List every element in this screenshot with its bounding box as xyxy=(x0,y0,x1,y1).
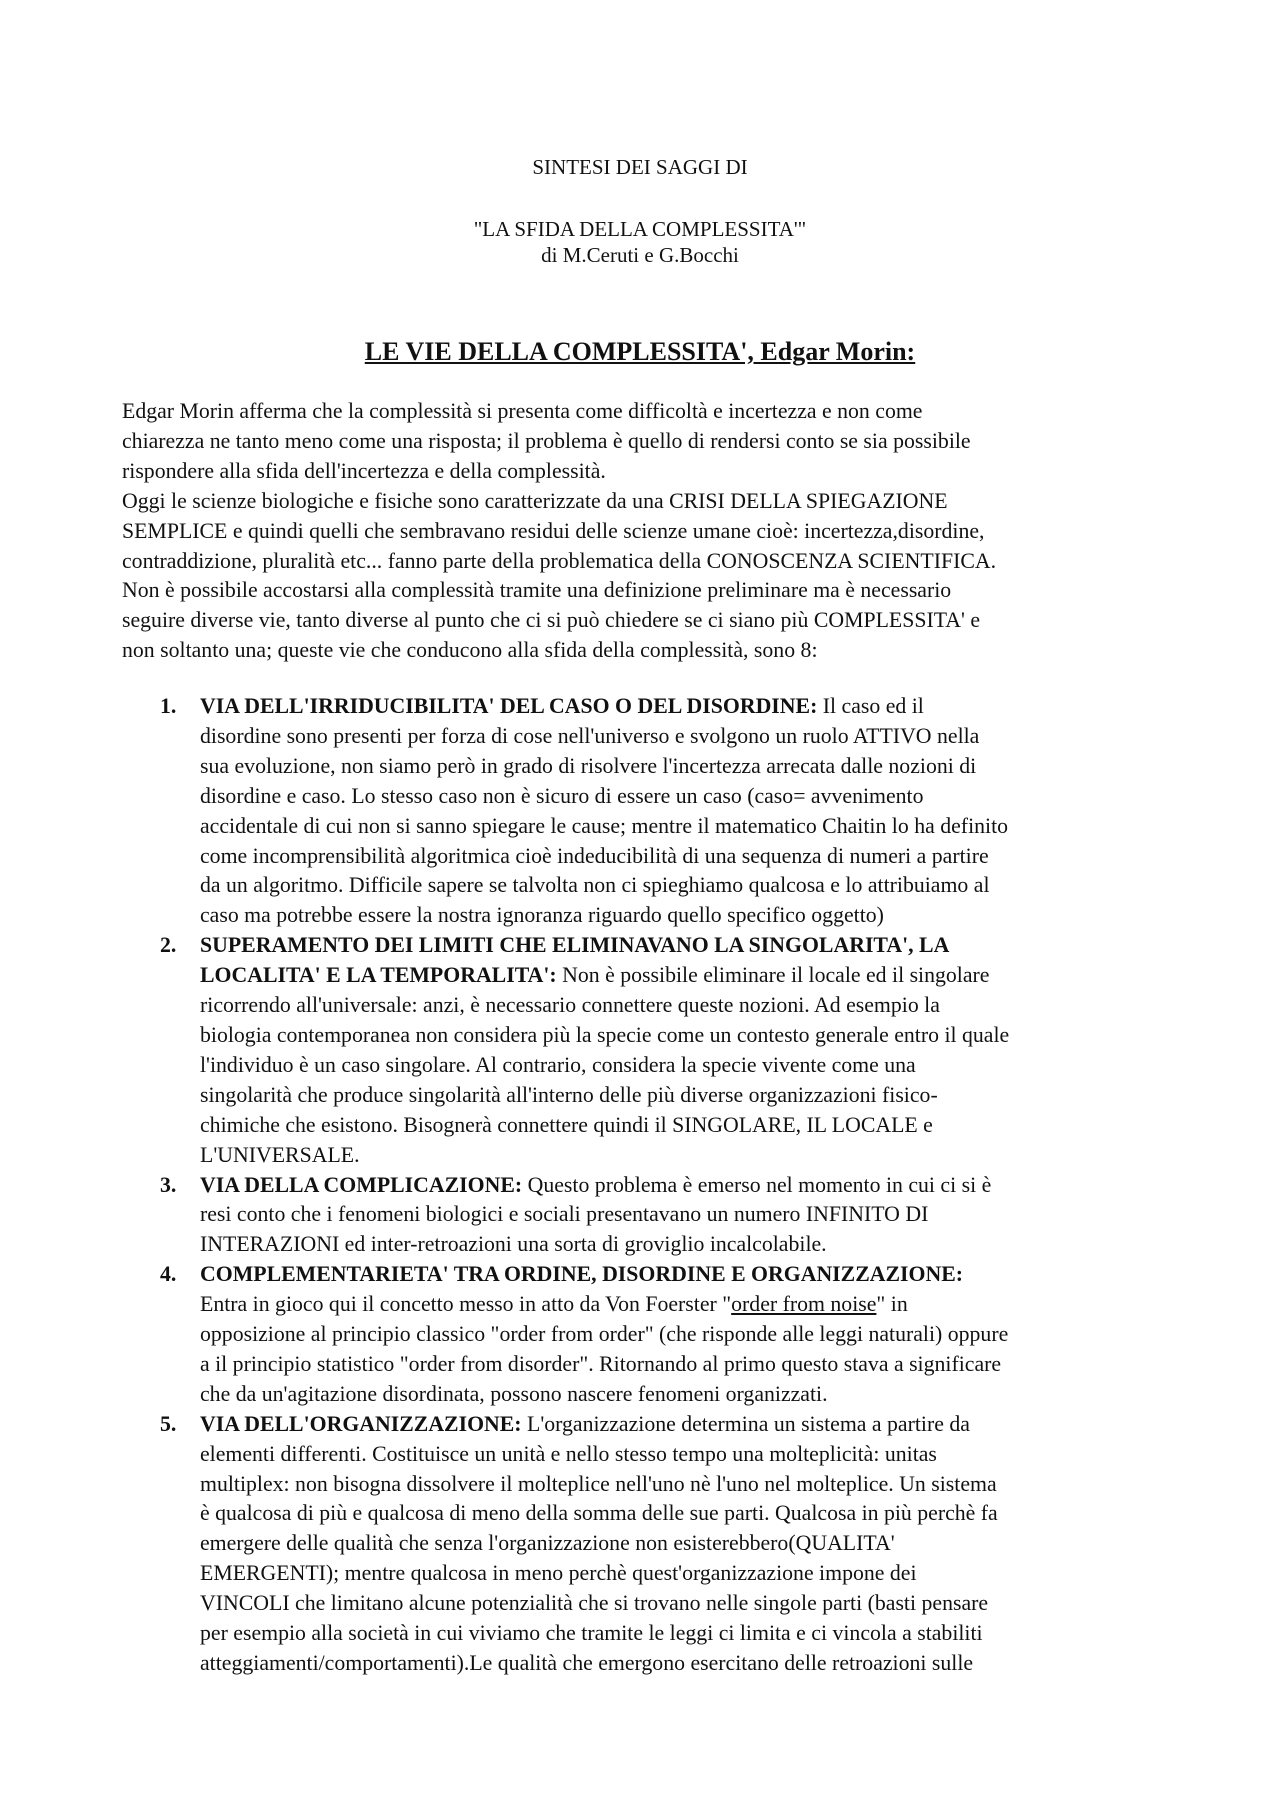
ways-list xyxy=(0,692,1280,1679)
section-heading: LE VIE DELLA COMPLESSITA', Edgar Morin: xyxy=(364,337,916,366)
list-item-line: caso ma potrebbe essere la nostra ignoranza riguardo quello specifico oggetto) xyxy=(200,903,884,928)
list-item-3 xyxy=(0,1171,1280,1261)
intro-line: chiarezza ne tanto meno come una risposta; il problema è quello di rendersi conto se sia possibile xyxy=(122,428,971,453)
list-number: 1. xyxy=(160,694,177,718)
list-item-line: ricorrendo all'universale: anzi, è necessario connettere queste nozioni. Ad esempio la xyxy=(200,993,940,1018)
list-item-line: INTERAZIONI ed inter-retroazioni una sorta di groviglio incalcolabile. xyxy=(200,1232,827,1257)
list-item-text: Non è possibile eliminare il locale ed il singolare xyxy=(556,963,990,988)
list-item-line: elementi differenti. Costituisce un unità e nello stesso tempo una molteplicità: unitas xyxy=(200,1441,937,1466)
doc-authors: di M.Ceruti e G.Bocchi xyxy=(541,243,739,267)
list-item-2 xyxy=(0,931,1280,1170)
list-item-line: l'individuo è un caso singolare. Al contrario, considera la specie vivente come una xyxy=(200,1052,916,1077)
intro-line: Non è possibile accostarsi alla complessità tramite una definizione preliminare ma è necessario xyxy=(122,578,952,603)
doc-title-line-1: SINTESI DEI SAGGI DI xyxy=(532,155,748,179)
intro-line: Oggi le scienze biologiche e fisiche sono caratterizzate da una CRISI DELLA SPIEGAZIONE xyxy=(122,488,948,513)
list-item-text: " in xyxy=(876,1292,908,1317)
list-number: 2. xyxy=(160,933,177,958)
intro-line: SEMPLICE e quindi quelli che sembravano residui delle scienze umane cioè: incertezza,disordine, xyxy=(122,518,985,543)
list-item-5 xyxy=(0,1410,1280,1679)
list-number: 3. xyxy=(160,1172,177,1197)
list-item-line: da un algoritmo. Difficile sapere se talvolta non ci spieghiamo qualcosa e lo attribuiamo al xyxy=(200,873,990,898)
list-item-line: EMERGENTI); mentre qualcosa in meno perchè quest'organizzazione impone dei xyxy=(200,1561,917,1586)
list-item-line: biologia contemporanea non considera più la specie come un contesto generale entro il quale xyxy=(200,1022,1010,1047)
list-item-line: multiplex: non bisogna dissolvere il molteplice nell'uno nè l'uno nel molteplice. Un sistema xyxy=(200,1471,997,1496)
list-item-1 xyxy=(0,692,1280,931)
list-item-text: Questo problema è emerso nel momento in cui ci si è xyxy=(522,1172,992,1197)
list-item-line: a il principio statistico "order from disorder". Ritornando al primo questo stava a significare xyxy=(200,1351,1002,1376)
list-item-line: opposizione al principio classico "order from order" (che risponde alle leggi naturali) oppure xyxy=(200,1322,1009,1347)
list-item-line: atteggiamenti/comportamenti).Le qualità che emergono esercitano delle retroazioni sulle xyxy=(200,1651,974,1675)
list-item-first-line xyxy=(200,1171,1280,1201)
list-item-line: L'UNIVERSALE. xyxy=(200,1142,360,1167)
list-item-line: sua evoluzione, non siamo però in grado di risolvere l'incertezza arrecata dalle nozioni di xyxy=(200,753,977,778)
list-item-title: VIA DELLA COMPLICAZIONE: xyxy=(200,1172,523,1197)
list-item-title: COMPLEMENTARIETA' TRA ORDINE, DISORDINE E ORGANIZZAZIONE: xyxy=(200,1262,963,1287)
doc-title-line-2: "LA SFIDA DELLA COMPLESSITA'" xyxy=(473,217,807,241)
intro-line: rispondere alla sfida dell'incertezza e della complessità. xyxy=(122,458,606,483)
order-from-noise-link[interactable]: order from noise xyxy=(731,1292,877,1317)
list-item-line: per esempio alla società in cui viviamo che tramite le leggi ci limita e ci vincola a stabiliti xyxy=(200,1621,983,1646)
intro-line: Edgar Morin afferma che la complessità si presenta come difficoltà e incertezza e non come xyxy=(122,399,923,423)
list-item-title: LOCALITA' E LA TEMPORALITA': xyxy=(200,963,557,988)
intro-line: seguire diverse vie, tanto diverse al punto che ci si può chiedere se ci siano più COMPLESSITA' e xyxy=(122,608,981,633)
list-item-line: è qualcosa di più e qualcosa di meno della somma delle sue parti. Qualcosa in più perchè fa xyxy=(200,1501,998,1526)
list-item-text: Il caso ed il xyxy=(817,694,924,718)
list-item-line: accidentale di cui non si sanno spiegare le cause; mentre il matematico Chaitin lo ha definito xyxy=(200,813,1009,838)
list-item-line: emergere delle qualità che senza l'organizzazione non esisterebbero(QUALITA' xyxy=(200,1531,895,1556)
list-item-first-line xyxy=(200,1410,1280,1440)
list-item-first-line xyxy=(200,692,1280,722)
list-item-line: come incomprensibilità algoritmica cioè indeducibilità di una sequenza di numeri a partire xyxy=(200,843,989,868)
list-item-line: chimiche che esistono. Bisognerà connettere quindi il SINGOLARE, IL LOCALE e xyxy=(200,1112,933,1137)
list-item-line: singolarità che produce singolarità all'interno delle più diverse organizzazioni fisico- xyxy=(200,1082,938,1107)
list-number: 5. xyxy=(160,1411,177,1436)
intro-line: non soltanto una; queste vie che conducono alla sfida della complessità, sono 8: xyxy=(122,638,818,663)
list-item-text: Entra in gioco qui il concetto messo in atto da Von Foerster " xyxy=(200,1292,732,1317)
list-item-first-line xyxy=(200,961,1280,991)
list-number: 4. xyxy=(160,1262,177,1287)
list-item-title: VIA DELL'ORGANIZZAZIONE: xyxy=(200,1411,522,1436)
list-item-text: L'organizzazione determina un sistema a partire da xyxy=(521,1411,970,1436)
list-item-title: VIA DELL'IRRIDUCIBILITA' DEL CASO O DEL DISORDINE: xyxy=(200,694,818,718)
list-item-line: disordine sono presenti per forza di cose nell'universo e svolgono un ruolo ATTIVO nella xyxy=(200,723,980,748)
list-item-line: resi conto che i fenomeni biologici e sociali presentavano un numero INFINITO DI xyxy=(200,1202,929,1227)
intro-line: contraddizione, pluralità etc... fanno parte della problematica della CONOSCENZA SCIENTIFICA. xyxy=(122,548,997,573)
list-item-line: che da un'agitazione disordinata, possono nascere fenomeni organizzati. xyxy=(200,1381,828,1406)
list-item-line: disordine e caso. Lo stesso caso non è sicuro di essere un caso (caso= avvenimento xyxy=(200,783,924,808)
list-item-title: SUPERAMENTO DEI LIMITI CHE ELIMINAVANO LA SINGOLARITA', LA xyxy=(200,933,950,958)
list-item-4 xyxy=(0,1260,1280,1410)
list-item-line: VINCOLI che limitano alcune potenzialità che si trovano nelle singole parti (basti pensare xyxy=(200,1591,989,1616)
list-item-line xyxy=(200,1290,1280,1320)
intro-paragraph xyxy=(122,397,1168,666)
